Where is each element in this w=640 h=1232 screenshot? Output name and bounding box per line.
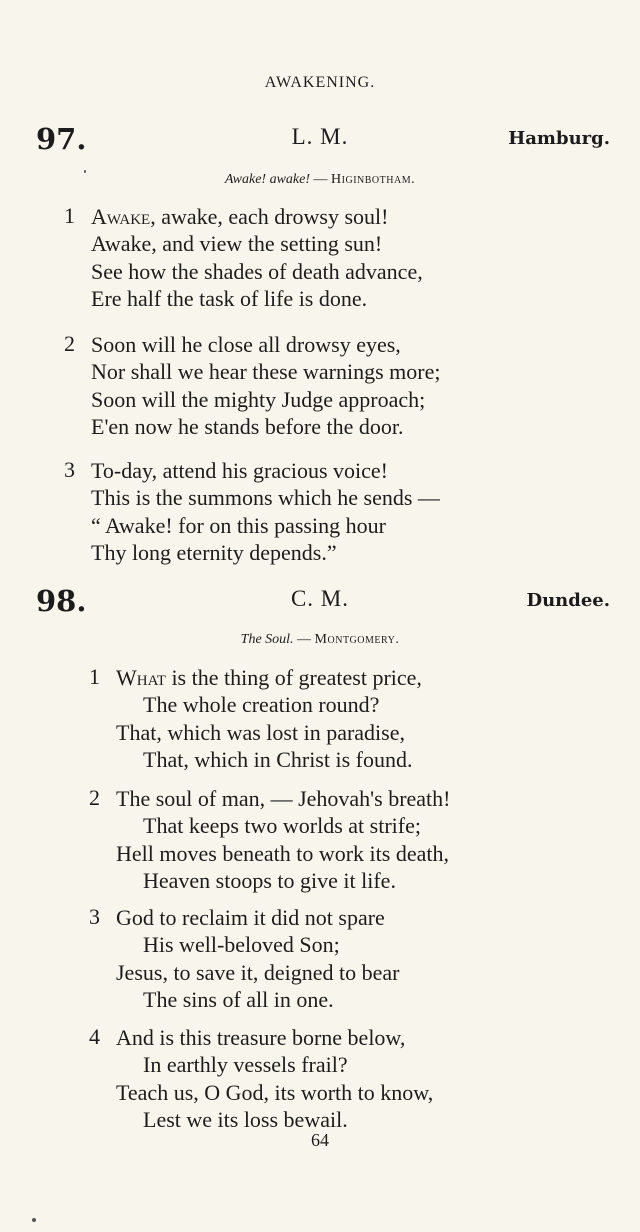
verse-line: Hell moves beneath to work its death, [116,840,449,866]
tune-name: Dundee. [526,590,610,611]
verse-line: E'en now he stands before the door. [91,413,404,439]
hymn-author: Montgomery. [314,632,400,647]
hymn-97-attribution [0,172,640,188]
hymn-meter: C. M. [290,586,350,611]
verse-line: In earthly vessels frail? [143,1052,348,1078]
hymn-97-verse-1 [64,203,423,312]
verse-line: Lest we its loss bewail. [143,1106,348,1132]
verse-line: Ere half the task of life is done. [91,285,368,311]
verse-first-line-rest: , awake, each drowsy soul! [150,204,389,229]
verse-line: Teach us, O God, its worth to know, [116,1079,434,1105]
verse-line: This is the summons which he sends — [91,485,440,511]
verse-line: The soul of man, — Jehovah's breath! [116,786,451,811]
verse-line: “ Awake! for on this passing hour [91,512,386,538]
page-number: 64 [311,1130,329,1150]
hymn-author: Higinbotham. [331,172,416,187]
verse-line: The sins of all in one. [143,986,334,1012]
running-head: AWAKENING. [264,74,376,91]
verse-number: 2 [89,785,100,810]
hymn-98-header [0,584,640,618]
verse-line: To-day, attend his gracious voice! [91,458,388,483]
verse-number: 3 [64,457,75,482]
verse-line: See how the shades of death advance, [91,258,423,284]
verse-first-word: Awake [91,204,151,229]
verse-line: Soon will the mighty Judge approach; [91,386,426,412]
verse-number: 4 [89,1024,100,1049]
hymn-98-verse-2 [89,785,451,894]
verse-line [91,203,423,230]
hymn-meter: L. M. [291,124,349,149]
hymn-97-header [0,122,640,156]
verse-line: His well-beloved Son; [143,932,340,958]
hymn-98-verse-1 [89,664,422,773]
verse-number: 1 [64,203,75,228]
hymn-97-verse-3 [64,457,440,566]
hymn-98-verse-4 [89,1024,434,1133]
hymn-97-verse-2 [64,331,441,440]
verse-line: Soon will he close all drowsy eyes, [91,332,401,357]
verse-line: That, which was lost in paradise, [116,719,405,745]
verse-line: Awake, and view the setting sun! [91,231,383,257]
hymn-title: Awake! awake! [224,172,311,187]
verse-first-word: What [116,665,166,690]
verse-line: That keeps two worlds at strife; [143,813,421,839]
verse-line: God to reclaim it did not spare [116,905,385,930]
verse-line: And is this treasure borne below, [116,1025,406,1050]
verse-number: 2 [64,331,75,356]
hymn-98-attribution [0,632,640,648]
attribution-dash: — [310,172,332,187]
paper-speck [84,170,86,173]
verse-first-line-rest: is the thing of greatest price, [165,665,422,690]
verse-line: Nor shall we hear these warnings more; [91,359,441,385]
verse-line: Jesus, to save it, deigned to bear [116,959,400,985]
verse-line [116,664,422,691]
verse-number: 1 [89,664,100,689]
hymn-number: 98. [36,584,87,618]
verse-line: Thy long eternity depends.” [91,539,337,565]
hymn-number: 97. [36,122,87,156]
tune-name: Hamburg. [508,128,610,149]
verse-line: That, which in Christ is found. [143,746,413,772]
verse-line: The whole creation round? [143,692,380,718]
attribution-dash: — [293,632,315,647]
paper-speck [32,1218,36,1222]
hymn-title: The Soul. [240,632,294,647]
verse-line: Heaven stoops to give it life. [143,867,396,893]
hymn-98-verse-3 [89,904,400,1013]
verse-number: 3 [89,904,100,929]
